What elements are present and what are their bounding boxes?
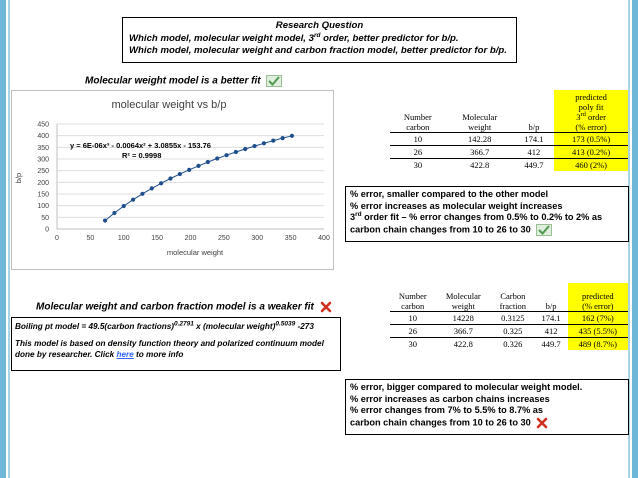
data-point <box>122 204 126 208</box>
table-row: 30 422.8 0.326 449.7 489 (8.7%) <box>390 338 628 351</box>
data-point <box>224 153 228 157</box>
checkmark-icon <box>266 75 282 87</box>
table-row: 10 142.28 174.1 173 (0.5%) <box>390 133 628 146</box>
table-row: 10 14228 0.3125 174.1 162 (7%) <box>390 312 628 325</box>
table-mw-model <box>390 90 628 171</box>
cross-icon <box>320 301 332 313</box>
data-point <box>234 150 238 154</box>
cf-model-description: This model is based on density function theory and polarized continuum model done by researcher. Click here to more info <box>15 339 324 359</box>
chart-r-squared: R² = 0.9998 <box>122 151 162 160</box>
analysis-text-mw: % error, smaller compared to the other model % error increases as molecular weight increases 3rd order fit – % error changes from 0.5% to 0.2% to 2% as carbon chain changes from 10 to 26 to 30 <box>345 186 629 242</box>
table-cf-model <box>390 283 628 350</box>
header-bp: b/p <box>545 301 557 311</box>
heading-mw-model: Molecular weight model is a better fit <box>85 75 282 87</box>
header-molecular-weight: Molecular weight <box>462 112 498 132</box>
y-tick-label: 300 <box>37 156 49 164</box>
data-point <box>150 186 154 190</box>
x-tick-label: 50 <box>86 235 95 242</box>
data-point <box>262 141 266 145</box>
cf-model-description-box <box>11 317 341 371</box>
header-number-carbon: Number carbon <box>398 291 427 311</box>
analysis-text-cf: % error, bigger compared to molecular weight model. % error increases as carbon chains increases % error changes from 7% to 5.5% to 8.7% as carbon chain changes from 10 to 26 to 30 <box>345 379 629 435</box>
table-header-row <box>390 283 628 312</box>
left-accent-bar <box>0 0 6 478</box>
data-point <box>271 139 275 143</box>
chart-title: molecular weight vs b/p <box>111 99 227 111</box>
x-tick-label: 350 <box>284 235 297 242</box>
research-question-line-1: Which model, molecular weight model, 3rd order, better predictor for b/p. <box>129 31 459 44</box>
data-point <box>178 172 182 176</box>
data-point <box>168 176 172 180</box>
x-tick-label: 300 <box>251 235 264 242</box>
research-question-box <box>122 17 517 63</box>
header-carbon-fraction: Carbon fraction <box>499 291 527 311</box>
header-molecular-weight: Molecular weight <box>445 291 481 311</box>
data-point <box>131 198 135 202</box>
x-tick-label: 400 <box>318 235 330 242</box>
data-point <box>112 211 116 215</box>
y-tick-label: 250 <box>37 168 49 176</box>
y-tick-label: 350 <box>37 144 49 152</box>
data-point <box>206 160 210 164</box>
more-info-link[interactable]: here <box>116 350 134 359</box>
data-point <box>252 144 256 148</box>
x-tick-label: 100 <box>117 235 130 242</box>
data-point <box>159 181 163 185</box>
cross-icon <box>536 417 548 429</box>
research-question-line-2: Which model, molecular weight and carbon fraction model, better predictor for b/p. <box>129 45 507 56</box>
data-point <box>243 147 247 151</box>
y-tick-label: 200 <box>37 179 49 187</box>
table-row: 26 366.7 412 413 (0.2%) <box>390 146 628 159</box>
scatter-chart <box>12 91 333 269</box>
heading-cf-model: Molecular weight and carbon fraction model is a weaker fit <box>36 301 332 313</box>
research-question-title: Research Question <box>275 20 364 31</box>
y-tick-label: 0 <box>45 226 49 234</box>
header-bp: b/p <box>528 122 540 132</box>
x-tick-label: 0 <box>55 235 59 242</box>
table-row: 26 366.7 0.325 412 435 (5.5%) <box>390 325 628 338</box>
x-tick-label: 250 <box>218 235 230 242</box>
table-header-row <box>390 90 628 133</box>
table-row: 30 422.8 449.7 460 (2%) <box>390 159 628 172</box>
cf-model-equation: Boiling pt model = 49.5(carbon fractions)$^{0.2791}$ x (molecular weight)$^{0.5039}$ -273 <box>15 320 314 331</box>
header-number-carbon: Number carbon <box>403 112 432 132</box>
x-tick-label: 150 <box>151 235 163 242</box>
data-point <box>196 164 200 168</box>
left-accent-stripe <box>8 0 10 478</box>
x-tick-label: 200 <box>184 235 197 242</box>
y-tick-label: 150 <box>37 191 49 199</box>
right-accent-bar <box>632 0 638 478</box>
chart-container <box>11 90 334 270</box>
y-tick-label: 450 <box>37 121 49 129</box>
data-point <box>290 134 294 138</box>
checkmark-icon <box>536 224 552 236</box>
chart-y-axis-label: b/p <box>14 172 23 184</box>
data-point <box>140 192 144 196</box>
y-tick-label: 50 <box>41 214 49 222</box>
y-tick-label: 400 <box>37 133 49 141</box>
header-predicted: predicted poly fit 3rd order (% error) <box>554 90 628 133</box>
header-predicted: predicted (% error) <box>568 283 628 312</box>
chart-x-axis-label: molecular weight <box>166 248 224 257</box>
data-point <box>281 136 285 140</box>
y-tick-label: 100 <box>37 203 49 211</box>
data-point <box>215 156 219 160</box>
chart-equation: y = 6E-06x³ - 0.0064x² + 3.0855x - 153.76 <box>70 141 211 150</box>
data-point <box>187 168 191 172</box>
data-point <box>103 218 107 222</box>
